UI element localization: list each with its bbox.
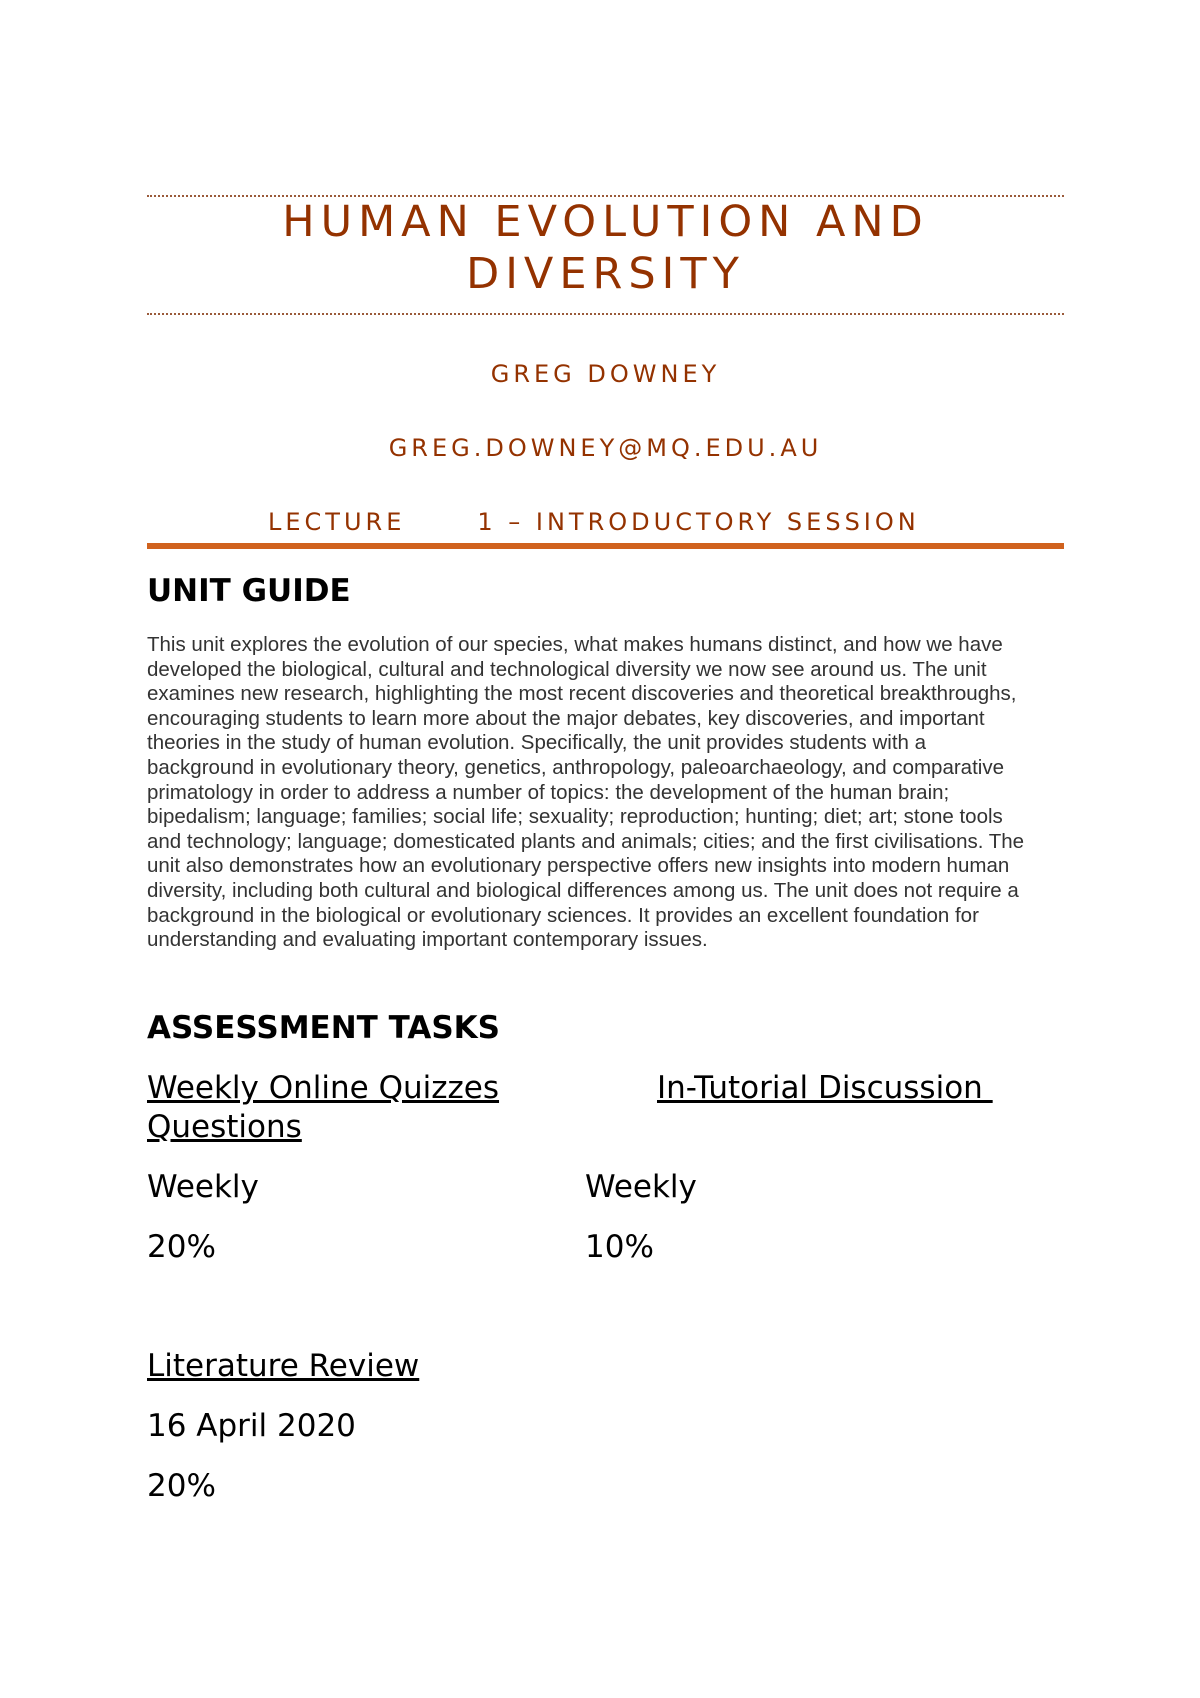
unit-guide-line: developed the biological, cultural and technological diversity we now see around us. The unit xyxy=(147,657,987,681)
unit-guide-line: diversity, including both cultural and biological differences among us. The unit does not require a xyxy=(147,878,1019,902)
unit-guide-line: This unit explores the evolution of our species, what makes humans distinct, and how we have xyxy=(147,633,1003,656)
lecture-heading xyxy=(268,508,920,536)
title-line-2: DIVERSITY xyxy=(466,249,745,299)
lecture-title: 1 – INTRODUCTORY SESSION xyxy=(477,508,920,536)
task-title-quizzes: Weekly Online Quizzes xyxy=(147,1070,500,1106)
task-title-questions: Questions xyxy=(147,1109,302,1145)
task-due-discussion: Weekly xyxy=(585,1169,697,1205)
unit-guide-line: primatology in order to address a number of topics: the development of the human brain; xyxy=(147,780,950,804)
assessment-heading: ASSESSMENT TASKS xyxy=(147,1010,501,1046)
lecture-rule xyxy=(147,543,1064,549)
task-title-literature-review: Literature Review xyxy=(147,1348,420,1384)
unit-guide-line: unit also demonstrates how an evolutionary perspective offers new insights into modern human xyxy=(147,854,1010,878)
unit-guide-line: theories in the study of human evolution. Specifically, the unit provides students with a xyxy=(147,731,927,755)
unit-guide-line: background in the biological or evolutionary sciences. It provides an excellent foundation for xyxy=(147,903,979,927)
unit-guide-line: background in evolutionary theory, genetics, anthropology, paleoarchaeology, and comparative xyxy=(147,755,1004,779)
task-title-discussion: In-Tutorial Discussion xyxy=(657,1070,993,1106)
author-name: GREG DOWNEY xyxy=(490,360,721,388)
task-weight-discussion: 10% xyxy=(585,1229,654,1265)
unit-guide-line: understanding and evaluating important contemporary issues. xyxy=(147,928,708,952)
unit-guide-line: encouraging students to learn more about the major debates, key discoveries, and important xyxy=(147,706,985,730)
title-line-1: HUMAN EVOLUTION AND xyxy=(282,197,929,247)
task-due-quizzes: Weekly xyxy=(147,1169,259,1205)
task-weight-quizzes: 20% xyxy=(147,1229,216,1265)
unit-guide-heading: UNIT GUIDE xyxy=(147,573,351,609)
unit-guide-line: examines new research, highlighting the most recent discoveries and theoretical breakthroughs, xyxy=(147,682,1017,706)
author-email: GREG.DOWNEY@MQ.EDU.AU xyxy=(388,434,823,462)
lecture-label: LECTURE xyxy=(268,508,406,536)
unit-guide-body xyxy=(147,633,1064,953)
task-weight-literature-review: 20% xyxy=(147,1468,216,1504)
unit-guide-line: bipedalism; language; families; social life; sexuality; reproduction; hunting; diet; art; stone tools xyxy=(147,805,1003,829)
document-title xyxy=(147,196,1064,300)
task-due-literature-review: 16 April 2020 xyxy=(147,1408,356,1444)
title-bottom-rule xyxy=(147,313,1064,315)
unit-guide-line: and technology; language; domesticated plants and animals; cities; and the first civilisations. The xyxy=(147,829,1025,853)
